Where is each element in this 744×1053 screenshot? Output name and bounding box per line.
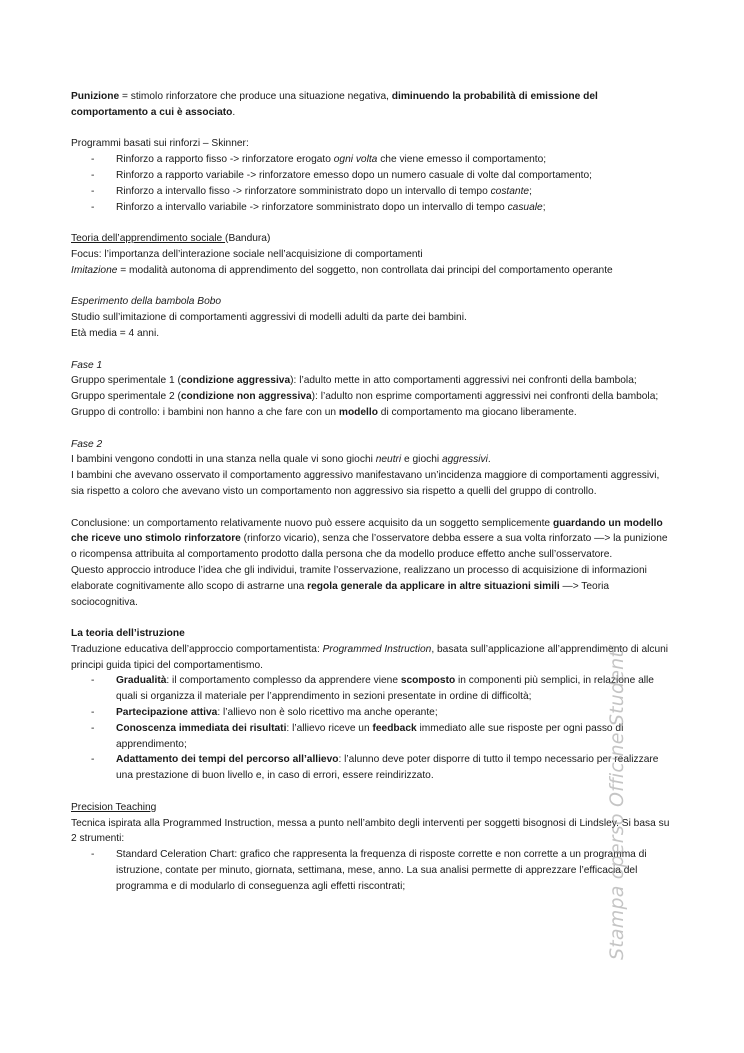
fase1-gruppo-2: Gruppo sperimentale 2 (condizione non aggressiva): l’adulto non esprime comportamenti aggressivi nei confronti della bambola; [71, 391, 659, 403]
bobo-title: Esperimento della bambola Bobo [71, 296, 222, 308]
bobo-line: Età media = 4 anni. [71, 327, 160, 339]
bobo-line: Studio sull’imitazione di comportamenti aggressivi di modelli adulti da parte dei bambini. [71, 312, 467, 324]
list-item: - Partecipazione attiva: l’allievo non è solo ricettivo ma anche operante; [71, 705, 673, 721]
precision-intro: Tecnica ispirata alla Programmed Instruction, messa a punto nell’ambito degli interventi per soggetti bisognosi di Lindsley. Si basa su 2 strumenti: [71, 817, 670, 845]
istruzione-title: La teoria dell’istruzione [71, 628, 185, 640]
skinner-heading: Programmi basati sui rinforzi – Skinner: [71, 138, 249, 150]
bandura-focus: Focus: l’importanza dell’interazione sociale nell’acquisizione di comportamenti [71, 248, 423, 260]
fase2-title: Fase 2 [71, 438, 103, 450]
list-item: - Gradualità: il comportamento complesso da apprendere viene scomposto in componenti più semplici, in relazione alle quali si organizza il materiale per l’apprendimento in sezioni presentate in ordine di difficoltà; [71, 673, 673, 705]
list-item: - Rinforzo a rapporto fisso -> rinforzatore erogato ogni volta che viene emesso il comportamento; [71, 152, 673, 168]
watermark: Stampa operso Officine Studenti [606, 644, 628, 960]
fase1-gruppo-1: Gruppo sperimentale 1 (condizione aggressiva): l’adulto mette in atto comportamenti aggressivi nei confronti della bambola; [71, 375, 637, 387]
punizione-term: Punizione [71, 91, 120, 102]
list-item: - Adattamento dei tempi del percorso all’allievo: l’alunno deve poter disporre di tutto il tempo necessario per realizzare una prestazione di buon livello e, in caso di errori, essere reindirizzato. [71, 752, 673, 784]
list-item: - Rinforzo a rapporto variabile -> rinforzatore emesso dopo un numero casuale di volte dal comportamento; [71, 168, 673, 184]
conclusione-paragraph: Conclusione: un comportamento relativamente nuovo può essere acquisito da un soggetto semplicemente guardando un modello che riceve uno stimolo rinforzatore (rinforzo vicario), senza che l’osservatore debba essere a sua volta rinforzato —> la punizione o ricompensa attribuita al comportamento prodotto dalla persona che da modello produce effetto anche sull’osservatore. [71, 517, 668, 561]
list-item: - Conoscenza immediata dei risultati: l’allievo riceve un feedback immediato alle sue risposte per ogni passo di apprendimento; [71, 721, 673, 753]
istruzione-list [71, 673, 673, 784]
fase1-title: Fase 1 [71, 359, 103, 371]
precision-title: Precision Teaching [71, 801, 157, 813]
list-item: - Rinforzo a intervallo variabile -> rinforzatore somministrato dopo un intervallo di tempo casuale; [71, 200, 673, 216]
fase1-controllo: Gruppo di controllo: i bambini non hanno a che fare con un modello di comportamento ma giocano liberamente. [71, 406, 577, 418]
bandura-imitazione: Imitazione = modalità autonoma di apprendimento del soggetto, non controllata dai principi del comportamento operante [71, 264, 613, 276]
list-item: - Standard Celeration Chart: grafico che rappresenta la frequenza di risposte corrette e non corrette a un programma di istruzione, contate per minuto, giornata, settimana, mese, anno. La sua analisi permette di apprezzare l’efficacia del programma e di modularlo di conseguenza agli effetti riscontrati; [71, 847, 673, 894]
precision-list [71, 847, 673, 894]
skinner-list [71, 152, 673, 215]
fase2-line: I bambini vengono condotti in una stanza nella quale vi sono giochi neutri e giochi aggressivi. [71, 454, 491, 466]
punizione-paragraph: Punizione = stimolo rinforzatore che produce una situazione negativa, diminuendo la probabilità di emissione del comportamento a cui è associato. [71, 91, 598, 118]
fase2-line: I bambini che avevano osservato il comportamento aggressivo manifestavano un’incidenza maggiore di comportamenti aggressivi, sia rispetto a coloro che avevano visto un comportamento non aggressivo sia rispetto a quelli del gruppo di controllo. [71, 470, 660, 497]
istruzione-intro: Traduzione educativa dell’approccio comportamentista: Programmed Instruction, basata sull’applicazione all’apprendimento di alcuni principi guida tipici del comportamentismo. [71, 643, 669, 671]
approccio-paragraph: Questo approccio introduce l’idea che gli individui, tramite l’osservazione, realizzano un processo di acquisizione di informazioni elaborate cognitivamente allo scopo di astrarne una regola generale da applicare in altre situazioni simili —> Teoria sociocognitiva. [71, 564, 647, 608]
list-item: - Rinforzo a intervallo fisso -> rinforzatore somministrato dopo un intervallo di tempo costante; [71, 184, 673, 200]
bandura-title: Teoria dell’apprendimento sociale (Bandura) [71, 233, 271, 245]
document-page [71, 89, 673, 895]
